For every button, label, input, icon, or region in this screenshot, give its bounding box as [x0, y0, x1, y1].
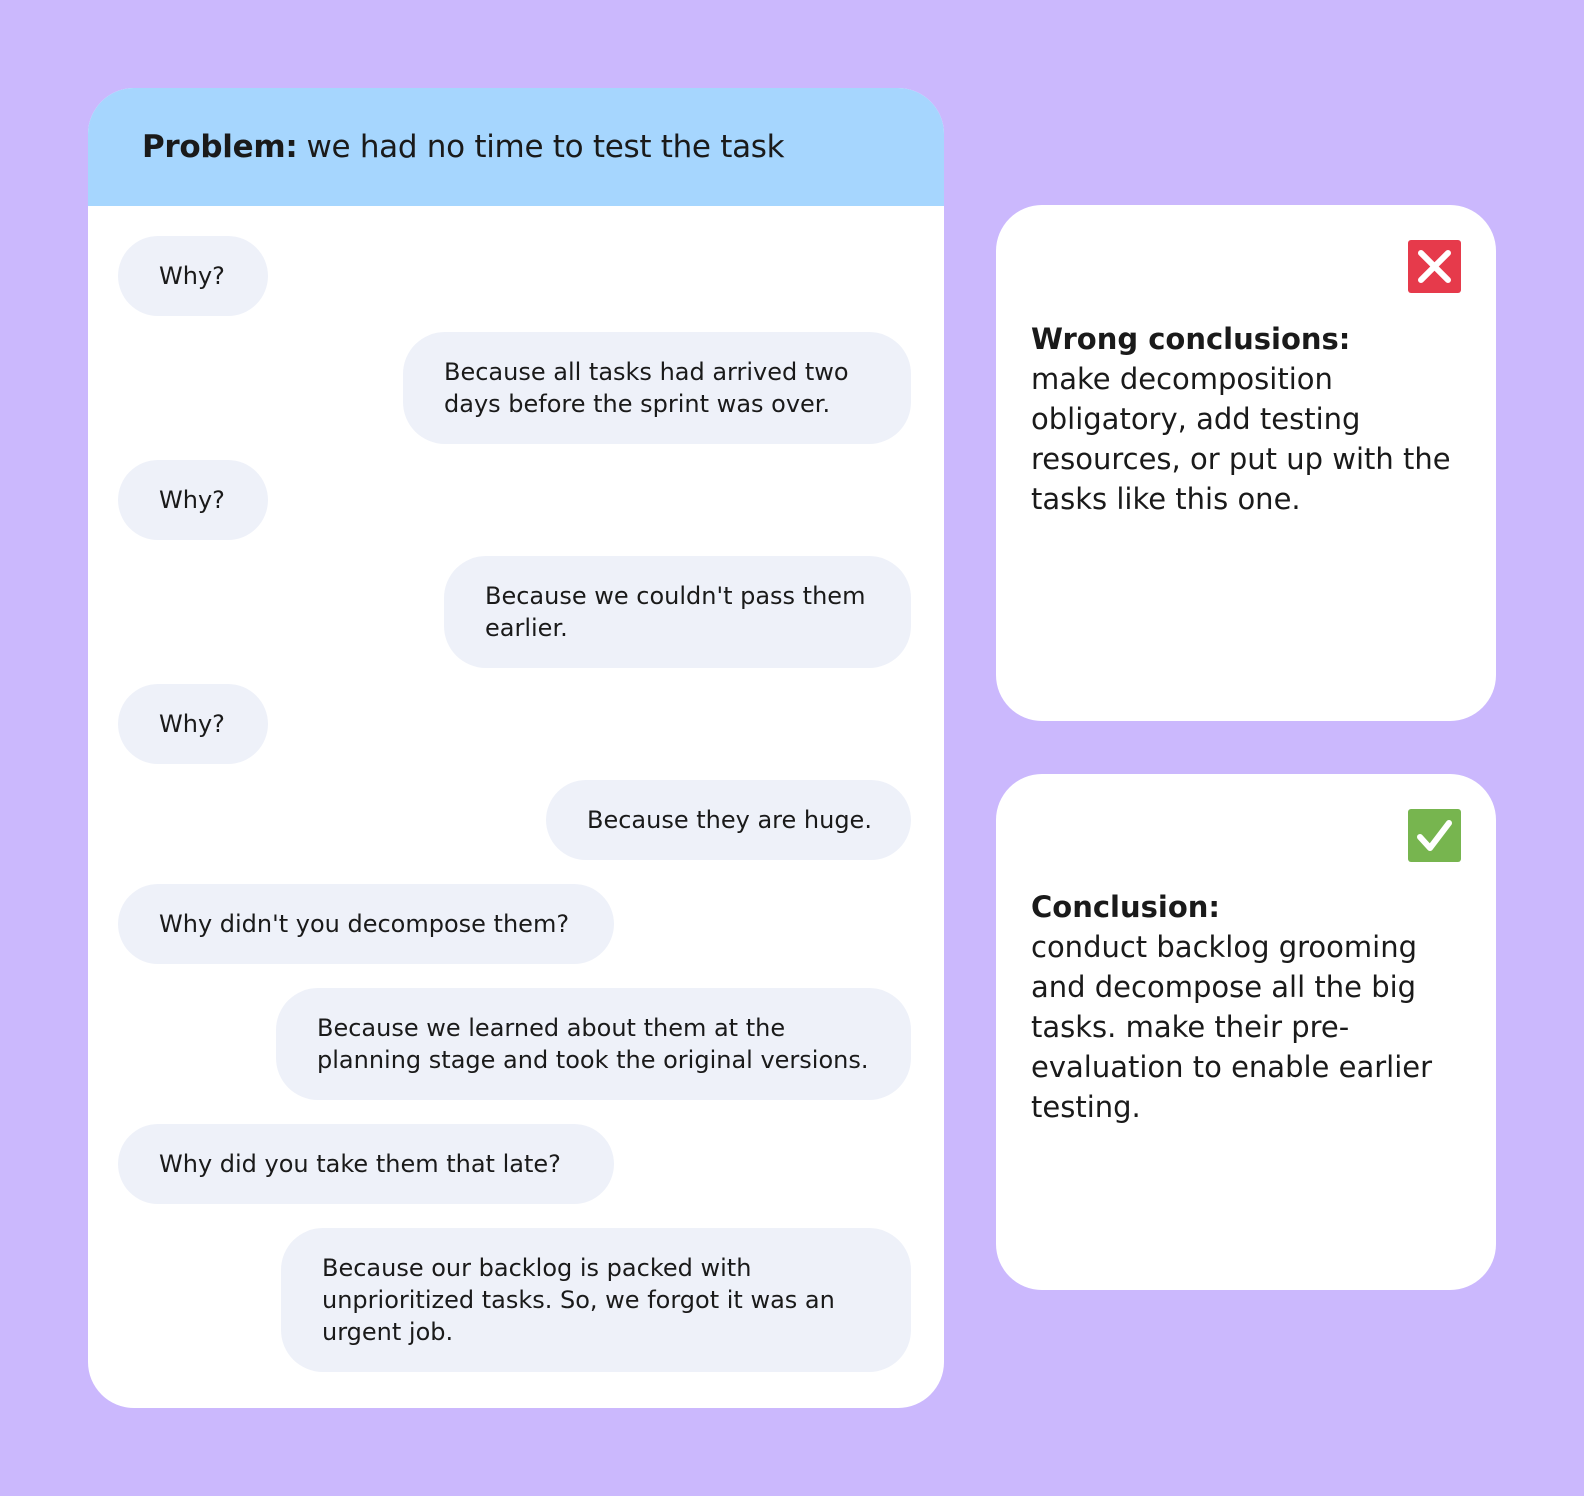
check-mark-icon — [1408, 809, 1461, 862]
five-whys-dialogue-panel — [88, 88, 944, 1408]
wrong-conclusions-title: Wrong conclusions: — [1031, 322, 1351, 356]
conclusion-text: conduct backlog grooming and decompose all the big tasks. make their pre-evaluation to enable earlier testing. — [1031, 930, 1433, 1124]
problem-label: Problem: — [142, 129, 298, 165]
question-bubble: Why did you take them that late? — [118, 1124, 614, 1204]
answer-bubble: Because we learned about them at the planning stage and took the original versions. — [276, 988, 911, 1100]
wrong-conclusions-text: make decomposition obligatory, add testing resources, or put up with the tasks like this one. — [1031, 362, 1451, 516]
answer-bubble: Because they are huge. — [546, 780, 911, 860]
answer-bubble: Because we couldn't pass them earlier. — [444, 556, 911, 668]
question-bubble: Why? — [118, 236, 268, 316]
conclusion-card — [996, 774, 1496, 1290]
answer-bubble: Because our backlog is packed with unprioritized tasks. So, we forgot it was an urgent job. — [281, 1228, 911, 1372]
question-bubble: Why? — [118, 684, 268, 764]
problem-header — [88, 88, 944, 206]
wrong-conclusions-card — [996, 205, 1496, 721]
answer-bubble: Because all tasks had arrived two days before the sprint was over. — [403, 332, 911, 444]
cross-mark-icon — [1408, 240, 1461, 293]
question-bubble: Why didn't you decompose them? — [118, 884, 614, 964]
conclusion-title: Conclusion: — [1031, 890, 1220, 924]
question-bubble: Why? — [118, 460, 268, 540]
problem-text: we had no time to test the task — [306, 129, 785, 165]
